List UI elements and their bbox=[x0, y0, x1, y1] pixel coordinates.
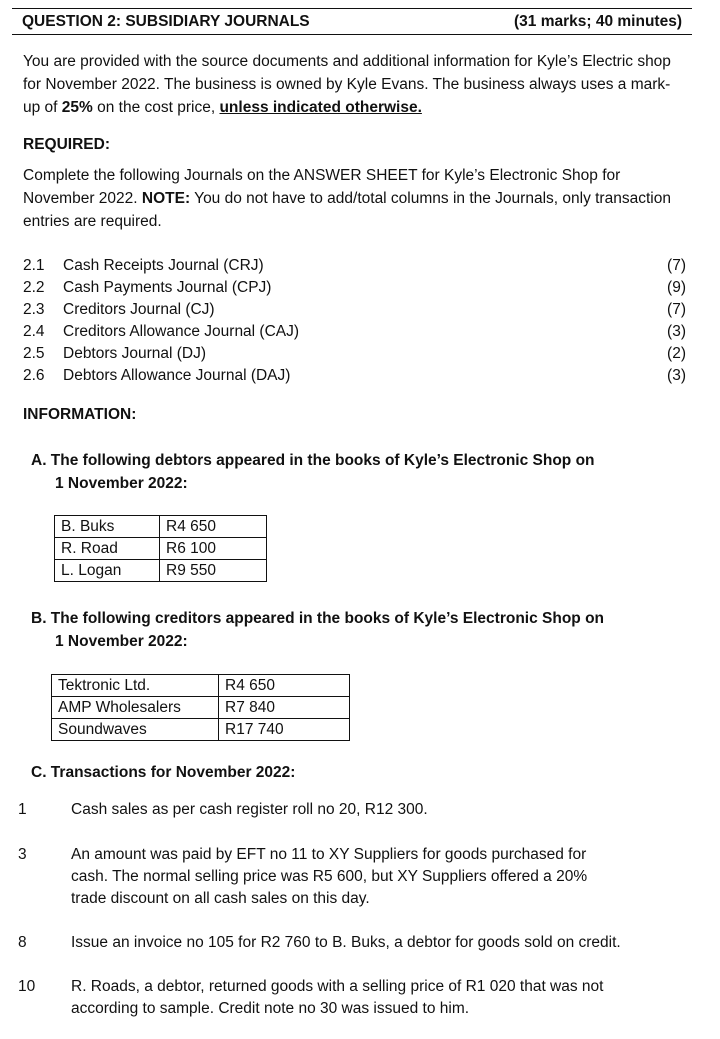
creditor-name: Soundwaves bbox=[52, 719, 219, 741]
debtor-name: L. Logan bbox=[55, 560, 160, 582]
transaction-day: 8 bbox=[18, 934, 27, 951]
required-paragraph bbox=[23, 164, 683, 233]
task-label: Debtors Allowance Journal (DAJ) bbox=[63, 367, 291, 384]
transaction-line: R. Roads, a debtor, returned goods with a selling price of R1 020 that was not bbox=[71, 978, 604, 995]
task-number: 2.4 bbox=[23, 323, 45, 340]
section-a-heading bbox=[31, 449, 595, 495]
table-row bbox=[52, 719, 350, 741]
intro-emphasis: unless indicated otherwise. bbox=[219, 99, 422, 116]
transaction-text bbox=[71, 844, 698, 910]
information-heading: INFORMATION: bbox=[23, 406, 137, 423]
transaction-day: 10 bbox=[18, 978, 36, 995]
required-text-before: Complete the following Journals on the ANSWER SHEET for Kyle’s Electronic Shop for November 2022. bbox=[23, 167, 621, 207]
question-title: QUESTION 2: SUBSIDIARY JOURNALS bbox=[22, 12, 310, 30]
debtor-name: R. Road bbox=[55, 538, 160, 560]
task-number: 2.6 bbox=[23, 367, 45, 384]
transaction-text bbox=[71, 976, 698, 1020]
debtor-amount: R9 550 bbox=[160, 560, 267, 582]
required-heading: REQUIRED: bbox=[23, 136, 110, 153]
transaction-text bbox=[71, 799, 698, 821]
creditor-name: Tektronic Ltd. bbox=[52, 675, 219, 697]
task-item bbox=[23, 343, 686, 365]
task-marks: (7) bbox=[667, 301, 686, 318]
task-item bbox=[23, 321, 686, 343]
task-item bbox=[23, 299, 686, 321]
task-number: 2.1 bbox=[23, 257, 45, 274]
table-row bbox=[55, 516, 267, 538]
note-label: NOTE: bbox=[141, 190, 191, 207]
section-c-heading: C. Transactions for November 2022: bbox=[31, 764, 296, 781]
creditors-table bbox=[51, 674, 350, 741]
creditor-name: AMP Wholesalers bbox=[52, 697, 219, 719]
transaction-row bbox=[18, 976, 698, 1020]
transaction-day: 3 bbox=[18, 846, 27, 863]
transaction-row bbox=[18, 844, 698, 910]
required-text-after: You do not have to add/total columns in the Journals, only transaction entries are required. bbox=[23, 190, 671, 230]
section-a-line1: A. The following debtors appeared in the books of Kyle’s Electronic Shop on bbox=[31, 452, 595, 469]
intro-mid: on the cost price, bbox=[92, 99, 220, 116]
section-a-line2: 1 November 2022: bbox=[55, 475, 188, 492]
creditor-amount: R17 740 bbox=[219, 719, 350, 741]
question-header bbox=[12, 8, 692, 35]
table-row bbox=[52, 697, 350, 719]
debtor-amount: R4 650 bbox=[160, 516, 267, 538]
section-b-line1: B. The following creditors appeared in the books of Kyle’s Electronic Shop on bbox=[31, 610, 605, 627]
transaction-line: cash. The normal selling price was R5 600, but XY Suppliers offered a 20% bbox=[71, 868, 588, 885]
creditor-amount: R4 650 bbox=[219, 675, 350, 697]
section-b-heading bbox=[31, 607, 604, 653]
task-label: Cash Receipts Journal (CRJ) bbox=[63, 257, 264, 274]
task-item bbox=[23, 277, 686, 299]
task-number: 2.3 bbox=[23, 301, 45, 318]
task-number: 2.5 bbox=[23, 345, 45, 362]
transaction-row bbox=[18, 799, 698, 821]
section-b-line2: 1 November 2022: bbox=[55, 633, 188, 650]
task-marks: (3) bbox=[667, 367, 686, 384]
creditor-amount: R7 840 bbox=[219, 697, 350, 719]
task-label: Debtors Journal (DJ) bbox=[63, 345, 206, 362]
task-label: Creditors Allowance Journal (CAJ) bbox=[63, 323, 300, 340]
transaction-line: Issue an invoice no 105 for R2 760 to B. Buks, a debtor for goods sold on credit. bbox=[71, 934, 621, 951]
task-item bbox=[23, 365, 686, 387]
task-number: 2.2 bbox=[23, 279, 45, 296]
task-marks: (2) bbox=[667, 345, 686, 362]
task-marks: (3) bbox=[667, 323, 686, 340]
question-marks: (31 marks; 40 minutes) bbox=[514, 12, 682, 30]
table-row bbox=[52, 675, 350, 697]
transaction-line: according to sample. Credit note no 30 was issued to him. bbox=[71, 1000, 470, 1017]
transaction-day: 1 bbox=[18, 801, 27, 818]
table-row bbox=[55, 560, 267, 582]
debtor-name: B. Buks bbox=[55, 516, 160, 538]
task-marks: (7) bbox=[667, 257, 686, 274]
transaction-row bbox=[18, 932, 698, 954]
transaction-line: An amount was paid by EFT no 11 to XY Suppliers for goods purchased for bbox=[71, 846, 587, 863]
intro-text: You are provided with the source documents and additional information for Kyle’s Electric shop for November 2022. The business is owned by Kyle Evans. The business always uses a mark-up of bbox=[23, 53, 671, 116]
transaction-text bbox=[71, 932, 698, 954]
debtors-table bbox=[54, 515, 267, 582]
markup-percent: 25% bbox=[61, 99, 93, 116]
task-item bbox=[23, 255, 686, 277]
task-marks: (9) bbox=[667, 279, 686, 296]
task-label: Cash Payments Journal (CPJ) bbox=[63, 279, 272, 296]
transaction-line: Cash sales as per cash register roll no 20, R12 300. bbox=[71, 801, 428, 818]
transaction-line: trade discount on all cash sales on this day. bbox=[71, 890, 370, 907]
task-label: Creditors Journal (CJ) bbox=[63, 301, 215, 318]
intro-paragraph bbox=[23, 50, 683, 119]
table-row bbox=[55, 538, 267, 560]
debtor-amount: R6 100 bbox=[160, 538, 267, 560]
